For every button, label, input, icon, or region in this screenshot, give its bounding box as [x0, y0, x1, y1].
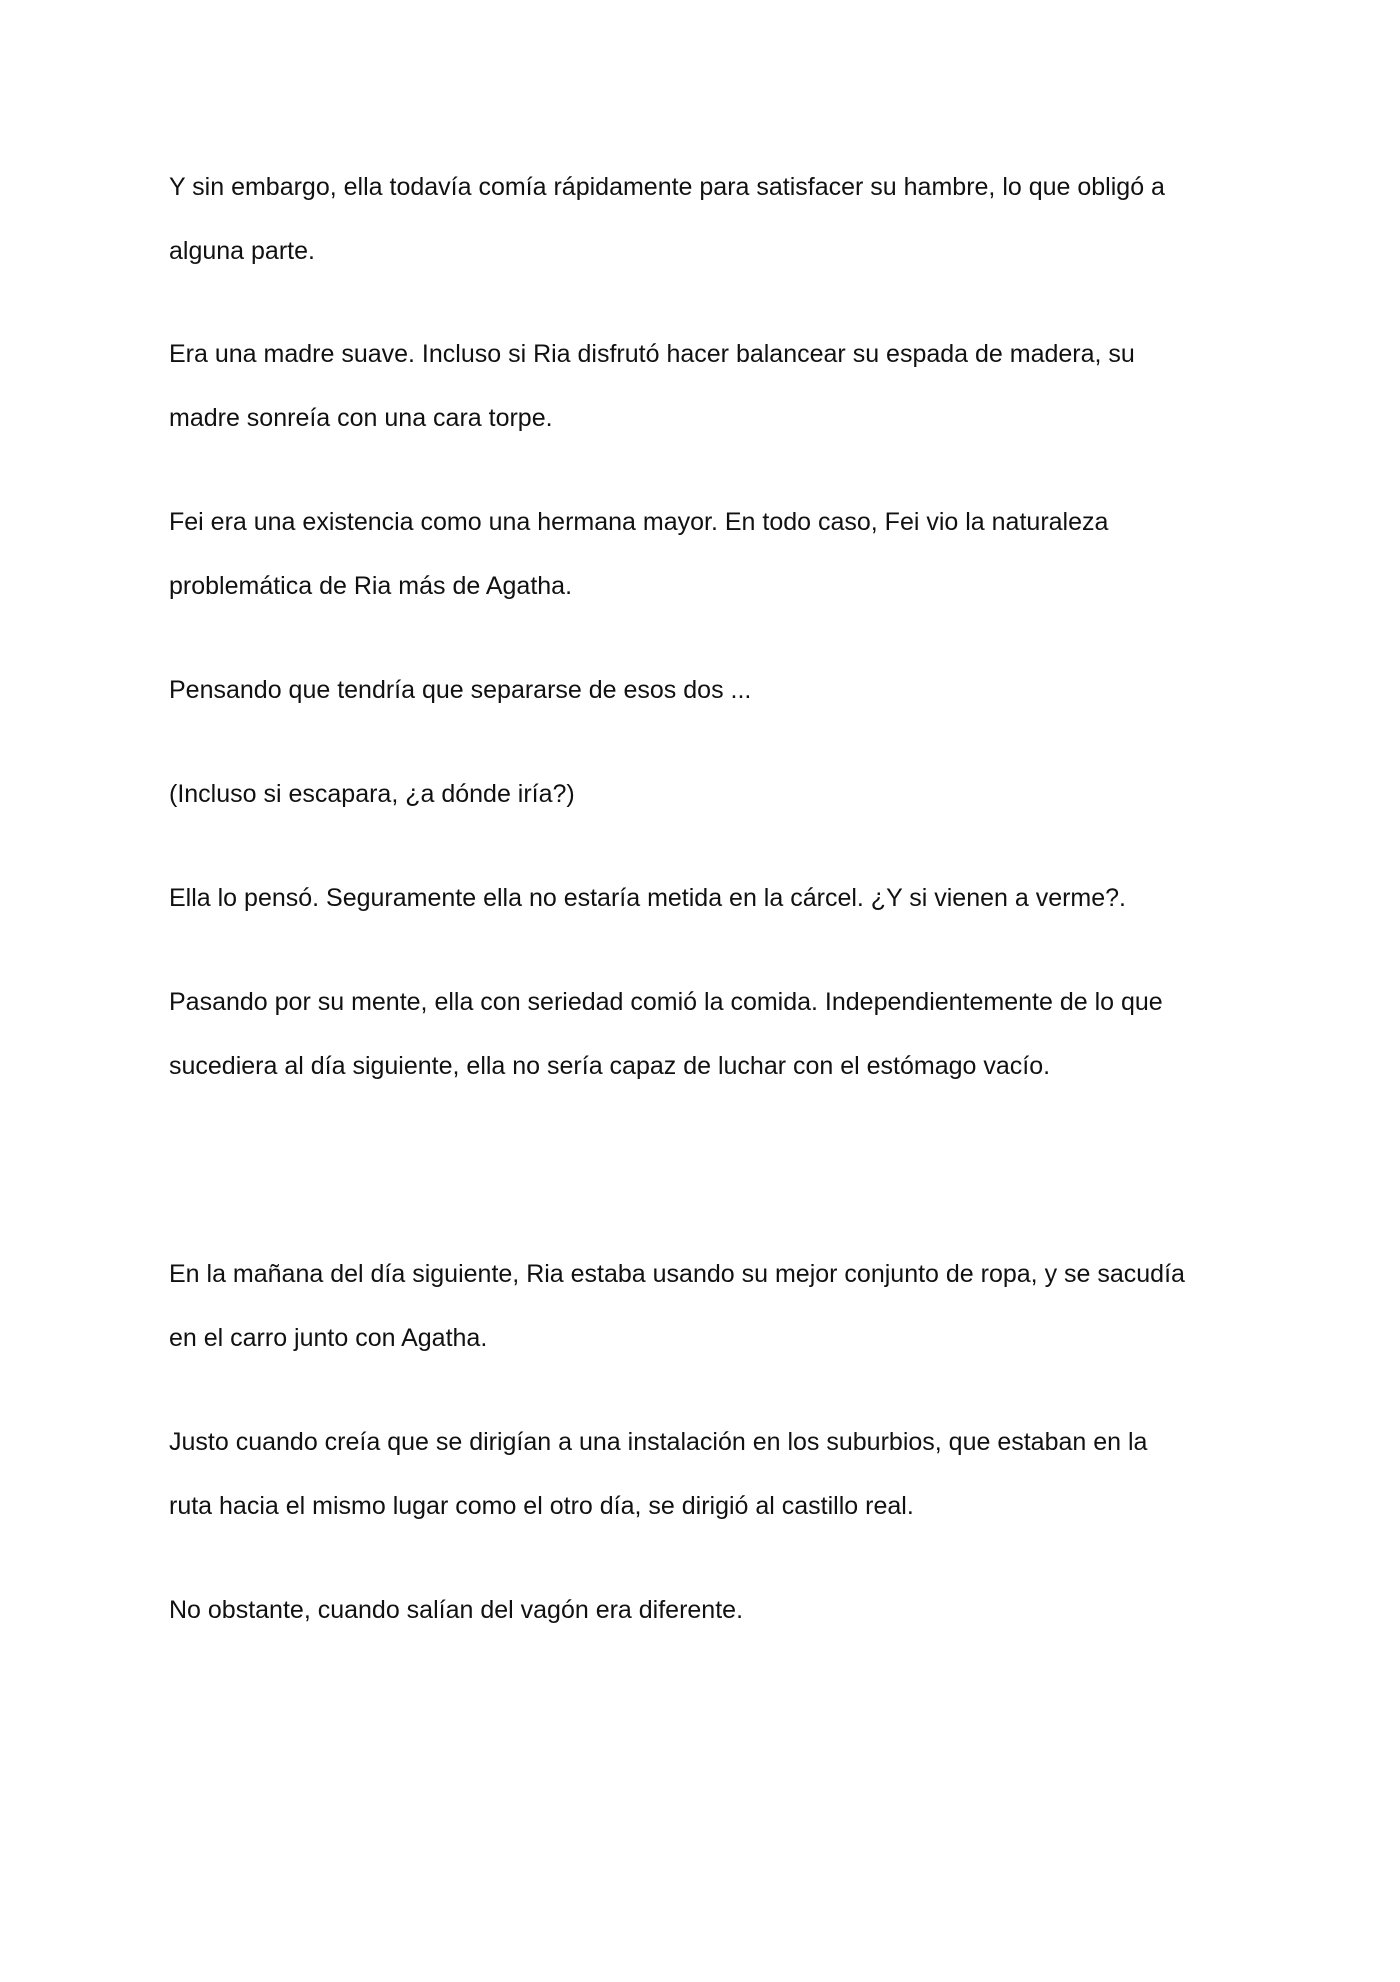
text-line: Era una madre suave. Incluso si Ria disfrutó hacer balancear su espada de madera, su: [169, 340, 1135, 368]
paragraph-1: [169, 155, 1165, 283]
text-line: Pensando que tendría que separarse de esos dos ...: [169, 676, 752, 704]
text-line: Justo cuando creía que se dirigían a una instalación en los suburbios, que estaban en la: [169, 1428, 1148, 1456]
paragraph-9: [169, 1410, 1147, 1538]
text-line: ruta hacia el mismo lugar como el otro día, se dirigió al castillo real.: [169, 1492, 914, 1520]
paragraph-5: [169, 762, 575, 826]
text-line: madre sonreía con una cara torpe.: [169, 404, 553, 432]
text-line: Y sin embargo, ella todavía comía rápidamente para satisfacer su hambre, lo que obligó a: [169, 173, 1165, 201]
paragraph-2: [169, 322, 1135, 450]
text-line: En la mañana del día siguiente, Ria estaba usando su mejor conjunto de ropa, y se sacudía: [169, 1260, 1185, 1288]
paragraph-8: [169, 1242, 1185, 1370]
text-line: No obstante, cuando salían del vagón era diferente.: [169, 1596, 744, 1624]
paragraph-3: [169, 490, 1108, 618]
text-line: Fei era una existencia como una hermana mayor. En todo caso, Fei vio la naturaleza: [169, 508, 1109, 536]
text-line: (Incluso si escapara, ¿a dónde iría?): [169, 780, 575, 808]
text-line: Pasando por su mente, ella con seriedad comió la comida. Independientemente de lo que: [169, 988, 1163, 1016]
text-line: problemática de Ria más de Agatha.: [169, 572, 573, 600]
text-line: en el carro junto con Agatha.: [169, 1324, 488, 1352]
paragraph-10: [169, 1578, 743, 1642]
text-line: sucediera al día siguiente, ella no sería capaz de luchar con el estómago vacío.: [169, 1052, 1051, 1080]
paragraph-7: [169, 970, 1163, 1098]
text-line: alguna parte.: [169, 237, 315, 265]
text-line: Ella lo pensó. Seguramente ella no estaría metida en la cárcel. ¿Y si vienen a verme?.: [169, 884, 1127, 912]
paragraph-6: [169, 866, 1126, 930]
paragraph-4: [169, 658, 751, 722]
